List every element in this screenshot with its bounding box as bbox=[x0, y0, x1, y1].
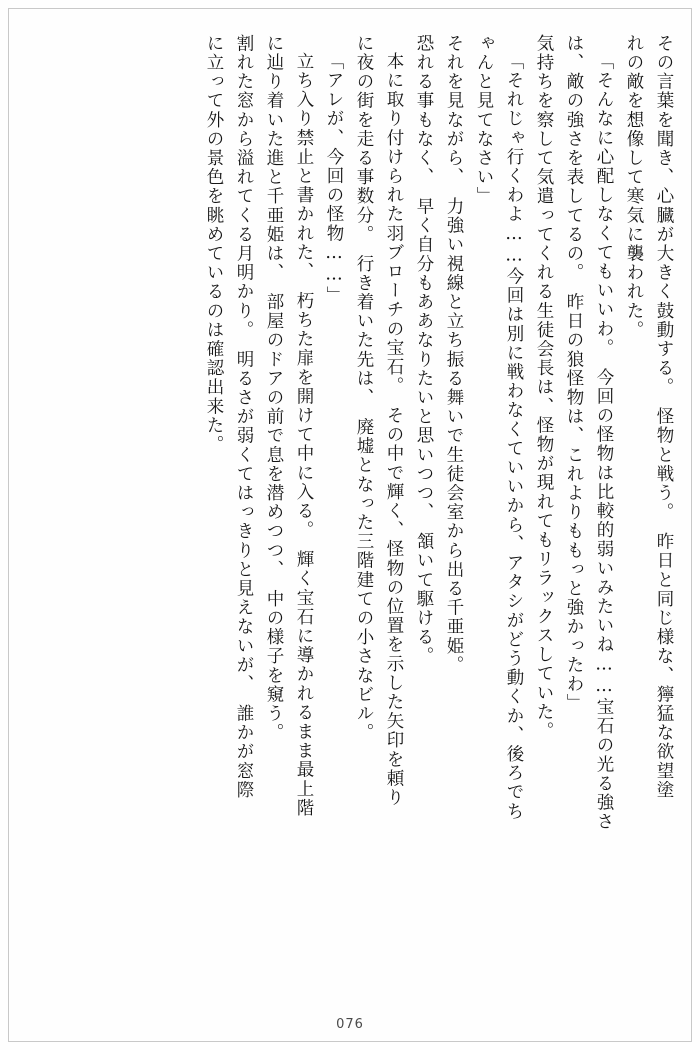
text-column: に立って外の景色を眺めているのは確認出来た。 bbox=[204, 34, 224, 455]
text-column: その言葉を聞き、心臓が大きく鼓動する。 怪物と戦う。 昨日と同じ様な、獰猛な欲望塗 bbox=[654, 34, 674, 800]
text-column: 「そんなに心配しなくてもいいわ。 今回の怪物は比較的弱いみたいね……宝石の光る強さ bbox=[594, 52, 614, 832]
text-column: 気持ちを察して気遣ってくれる生徒会長は、怪物が現れてもリラックスしていた。 bbox=[534, 34, 554, 741]
text-column: に夜の街を走る事数分。 行き着いた先は、 廃墟となった三階建ての小さなビル。 bbox=[354, 34, 374, 743]
vertical-text-body bbox=[28, 32, 672, 992]
text-column: に辿り着いた進と千亜姫は、 部屋のドアの前で息を潜めつつ、 中の様子を窺う。 bbox=[264, 34, 284, 743]
text-column: 本に取り付けられた羽ブローチの宝石。 その中で輝く、怪物の位置を示した矢印を頼り bbox=[384, 52, 404, 808]
text-column: 「それじゃ行くわよ……今回は別に戦わなくていいから、アタシがどう動くか、後ろでち bbox=[504, 52, 524, 821]
page-number: 076 bbox=[336, 1017, 364, 1032]
text-column: れの敵を想像して寒気に襲われた。 bbox=[624, 34, 644, 340]
text-column: 恐れる事もなく、 早く自分もああなりたいと思いつつ、 頷いて駆ける。 bbox=[414, 34, 434, 666]
text-column: は、敵の強さを表してるの。 昨日の狼怪物は、これよりももっと強かったわ」 bbox=[564, 34, 584, 713]
text-column: それを見ながら、 力強い視線と立ち振る舞いで生徒会室から出る千亜姫。 bbox=[444, 34, 464, 675]
text-column: ゃんと見てなさい」 bbox=[474, 34, 494, 206]
text-column: 割れた窓から溢れてくる月明かり。 明るさが弱くてはっきりと見えないが、 誰かが窓際 bbox=[234, 34, 254, 800]
text-column: 立ち入り禁止と書かれた、 朽ちた扉を開けて中に入る。 輝く宝石に導かれるまま最上階 bbox=[294, 52, 314, 818]
text-column: 「アレが、今回の怪物……」 bbox=[324, 52, 344, 306]
